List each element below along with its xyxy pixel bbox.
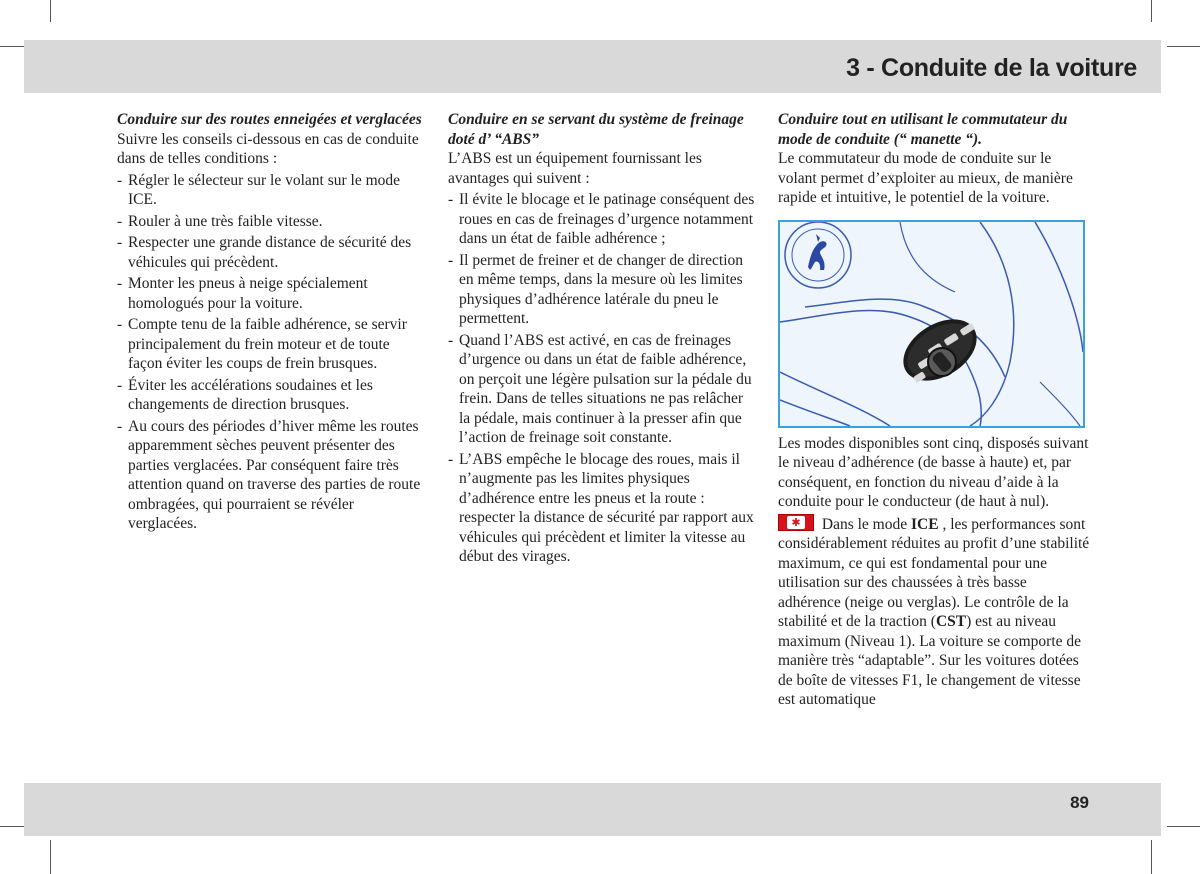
list-item: - Il permet de freiner et de changer de direction en même temps, dans la mesure où les limites physiques d’adhérence latérale du pneu le permettent. — [448, 251, 758, 329]
steering-wheel-figure — [778, 220, 1085, 428]
ice-text-mid: , les performances sont considérablement réduites au profit d’une stabilité maximum, ce qui est fondamental pour une utilisation sur des chaussées à très basse adhérence (neige ou verglas). Le contrôle de la stabilité et de la traction ( — [778, 515, 1090, 630]
steering-wheel-illustration — [780, 222, 1083, 426]
list-item: - Rouler à une très faible vitesse. — [117, 212, 422, 232]
chapter-title: 3 - Conduite de la voiture — [846, 54, 1137, 82]
page-footer — [24, 783, 1161, 836]
abs-list — [448, 190, 758, 567]
crop-mark — [1167, 46, 1200, 47]
page-header — [24, 40, 1161, 93]
column-snow-ice — [117, 110, 422, 534]
section-intro: Le commutateur du mode de conduite sur le volant permet d’exploiter au mieux, de manière rapide et intuitive, le potentiel de la voiture. — [778, 150, 1073, 206]
list-item: - Quand l’ABS est activé, en cas de freinages d’urgence ou dans un état de faible adhérence, on perçoit une légère pulsation sur la pédale du frein. Dans de telles situations ne pas relâcher la pédale, mais continuer à la presser afin que l’action de freinage soit constante. — [448, 331, 758, 448]
list-item: - L’ABS empêche le blocage des roues, mais il n’augmente pas les limites physiques d’adhérence entre les pneus et la route : respecter la distance de sécurité par rapport aux véhicules qui précèdent et limiter la vitesse au début des virages. — [448, 450, 758, 567]
crop-mark — [1167, 826, 1200, 827]
ice-label: ICE — [910, 515, 939, 533]
ice-mode-paragraph — [778, 514, 1093, 710]
crop-mark — [1151, 0, 1152, 22]
cst-label: CST — [935, 613, 967, 630]
section-heading: Conduire en se servant du système de freinage doté d’ “ABS” — [448, 111, 744, 148]
column-manettino — [778, 110, 1093, 710]
crop-mark — [1151, 840, 1152, 874]
column-abs — [448, 110, 758, 567]
advice-list — [117, 171, 422, 534]
list-item: - Au cours des périodes d’hiver même les routes apparemment sèches peuvent présenter des parties verglacées. Par conséquent faire très attention quand on traverse des parties de route ombragées, qui pourraient se révéler verglacées. — [117, 417, 422, 534]
modes-paragraph: Les modes disponibles sont cinq, disposés suivant le niveau d’adhérence (de basse à haute) et, par conséquent, en fonction du niveau d’aide à la conduite pour le conducteur (de haut à nul). — [778, 434, 1089, 510]
list-item: - Régler le sélecteur sur le volant sur le mode ICE. — [117, 171, 422, 210]
list-item: - Respecter une grande distance de sécurité des véhicules qui précèdent. — [117, 233, 422, 272]
crop-mark — [50, 0, 51, 22]
section-intro: Suivre les conseils ci-dessous en cas de conduite dans de telles conditions : — [117, 130, 419, 167]
section-heading: Conduire sur des routes enneigées et verglacées — [117, 111, 422, 128]
snowflake-icon: ✱ — [778, 514, 814, 531]
ice-text-post: ) est au niveau maximum (Niveau 1). La voiture se comporte de manière très “adaptable”. Sur les voitures dotées de boîte de vitesses F1, le changement de vitesse est automatique — [778, 613, 1082, 708]
list-item: - Compte tenu de la faible adhérence, se servir principalement du frein moteur et de toute façon éviter les coups de frein brusques. — [117, 315, 422, 374]
section-heading: Conduire tout en utilisant le commutateur du mode de conduite (“ manette “). — [778, 111, 1068, 148]
section-intro: L’ABS est un équipement fournissant les avantages qui suivent : — [448, 150, 702, 187]
ice-text-pre: Dans le mode — [821, 515, 911, 533]
list-item: - Il évite le blocage et le patinage conséquent des roues en cas de freinages d’urgence notamment dans un état de faible adhérence ; — [448, 190, 758, 249]
list-item: - Éviter les accélérations soudaines et les changements de direction brusques. — [117, 376, 422, 415]
page-number: 89 — [1070, 793, 1089, 812]
crop-mark — [50, 840, 51, 874]
list-item: - Monter les pneus à neige spécialement homologués pour la voiture. — [117, 274, 422, 313]
